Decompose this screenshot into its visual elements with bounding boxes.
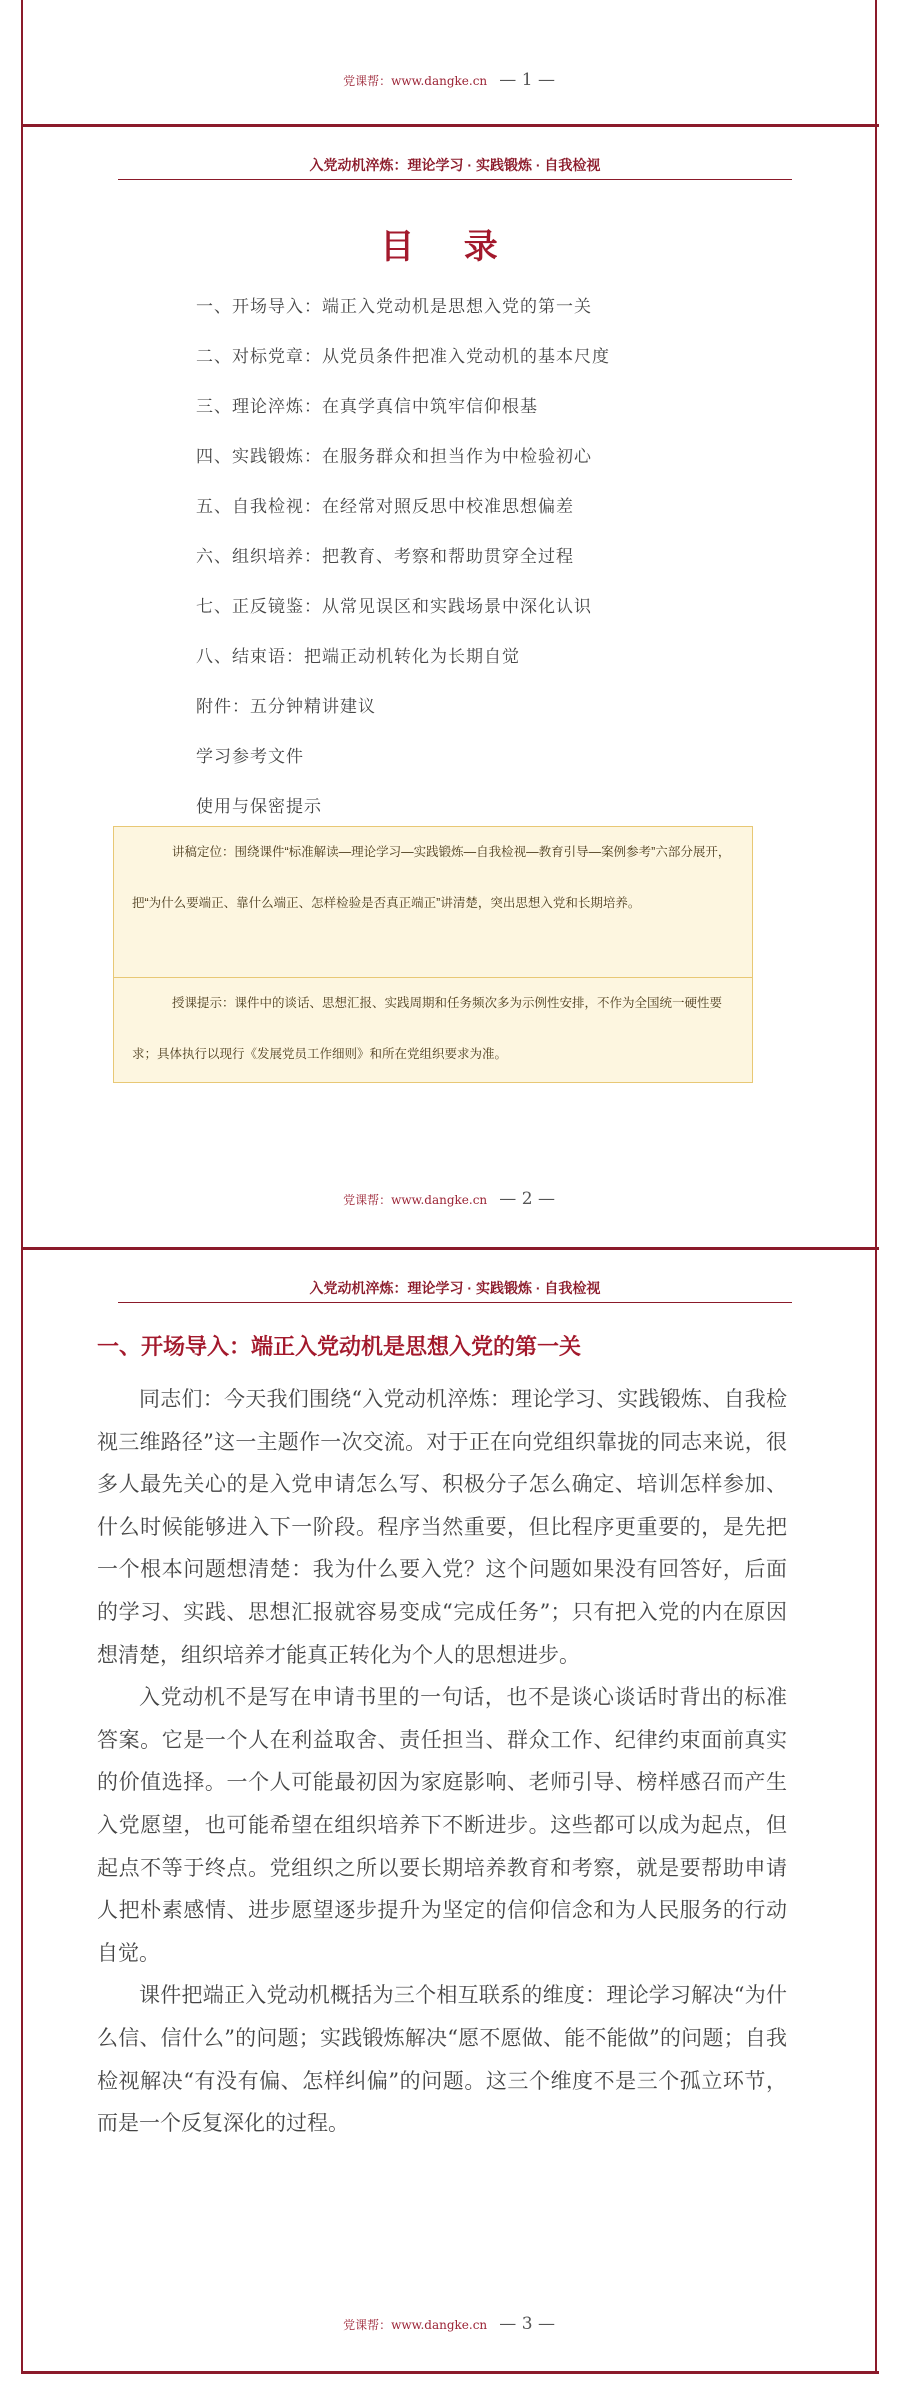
lecture-notes-box: [113, 826, 753, 1083]
footer-site: 党课帮：www.dangke.cn: [343, 1193, 488, 1207]
page-1: [21, 0, 877, 124]
toc-item[interactable]: 学习参考文件: [196, 747, 304, 767]
toc-item[interactable]: 六、组织培养：把教育、考察和帮助贯穿全过程: [196, 547, 574, 567]
toc-title: 目 录: [380, 228, 518, 266]
section-body: [97, 1378, 787, 2145]
page-footer: [23, 70, 875, 90]
teaching-tip-note: 授课提示：课件中的谈话、思想汇报、实践周期和任务频次多为示例性安排，不作为全国统一硬性要求；具体执行以现行《发展党员工作细则》和所在党组织要求为准。: [114, 977, 752, 1082]
body-paragraph: 入党动机不是写在申请书里的一句话，也不是谈心谈话时背出的标准答案。它是一个人在利益取舍、责任担当、群众工作、纪律约束面前真实的价值选择。一个人可能最初因为家庭影响、老师引导、榜样感召而产生入党愿望，也可能希望在组织培养下不断进步。这些都可以成为起点，但起点不等于终点。党组织之所以要长期培养教育和考察，就是要帮助申请人把朴素感情、进步愿望逐步提升为坚定的信仰信念和为人民服务的行动自觉。: [97, 1685, 787, 1965]
page-footer: [23, 2314, 875, 2334]
footer-page-number: — 3 —: [499, 2314, 555, 2334]
toc-item[interactable]: 附件：五分钟精讲建议: [196, 697, 376, 717]
toc-item[interactable]: 三、理论淬炼：在真学真信中筑牢信仰根基: [196, 397, 538, 417]
footer-site: 党课帮：www.dangke.cn: [343, 2318, 488, 2332]
page-footer: [23, 1189, 875, 1209]
toc-item[interactable]: 使用与保密提示: [196, 797, 322, 817]
toc-item[interactable]: 七、正反镜鉴：从常见误区和实践场景中深化认识: [196, 597, 592, 617]
positioning-note: 讲稿定位：围绕课件“标准解读—理论学习—实践锻炼—自我检视—教育引导—案例参考”六部分展开，把“为什么要端正、靠什么端正、怎样检验是否真正端正”讲清楚，突出思想入党和长期培养。: [132, 845, 731, 910]
running-header: 入党动机淬炼：理论学习 · 实践锻炼 · 自我检视: [118, 1278, 792, 1303]
section-heading: 一、开场导入：端正入党动机是思想入党的第一关: [97, 1334, 582, 1359]
toc-item[interactable]: 一、开场导入：端正入党动机是思想入党的第一关: [196, 297, 592, 317]
toc-item[interactable]: 五、自我检视：在经常对照反思中校准思想偏差: [196, 497, 574, 517]
footer-site: 党课帮：www.dangke.cn: [343, 74, 488, 88]
toc-item[interactable]: 四、实践锻炼：在服务群众和担当作为中检验初心: [196, 447, 592, 467]
body-paragraph: 课件把端正入党动机概括为三个相互联系的维度：理论学习解决“为什么信、信什么”的问题；实践锻炼解决“愿不愿做、能不能做”的问题；自我检视解决“有没有偏、怎样纠偏”的问题。这三个维度不是三个孤立环节，而是一个反复深化的过程。: [97, 1983, 787, 2136]
toc-item[interactable]: 八、结束语：把端正动机转化为长期自觉: [196, 647, 520, 667]
footer-page-number: — 2 —: [499, 1189, 555, 1209]
running-header: 入党动机淬炼：理论学习 · 实践锻炼 · 自我检视: [118, 155, 792, 180]
page-separator: [21, 2371, 879, 2374]
footer-page-number: — 1 —: [499, 70, 555, 90]
body-paragraph: 同志们：今天我们围绕“入党动机淬炼：理论学习、实践锻炼、自我检视三维路径”这一主题作一次交流。对于正在向党组织靠拢的同志来说，很多人最先关心的是入党申请怎么写、积极分子怎么确定、培训怎样参加、什么时候能够进入下一阶段。程序当然重要，但比程序更重要的，是先把一个根本问题想清楚：我为什么要入党？这个问题如果没有回答好，后面的学习、实践、思想汇报就容易变成“完成任务”；只有把入党的内在原因想清楚，组织培养才能真正转化为个人的思想进步。: [97, 1387, 787, 1667]
toc-item[interactable]: 二、对标党章：从党员条件把准入党动机的基本尺度: [196, 347, 610, 367]
